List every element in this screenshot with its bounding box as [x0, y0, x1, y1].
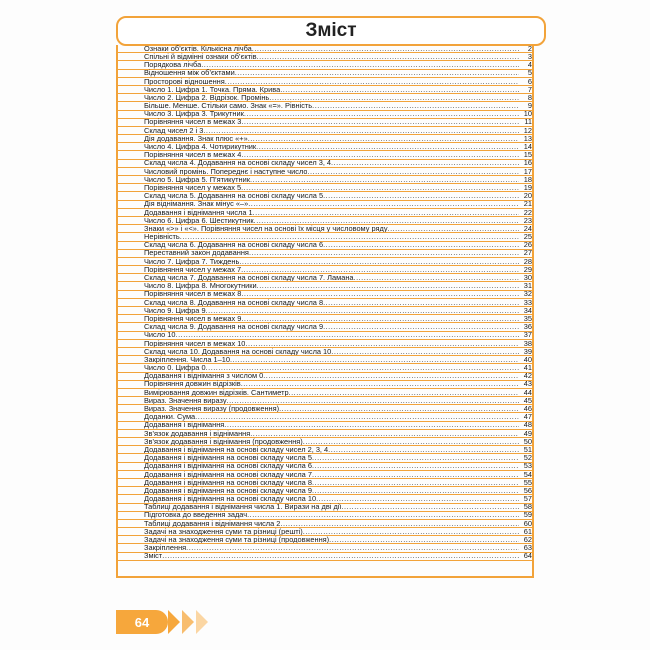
toc-entry-page: 37: [523, 330, 532, 340]
toc-entry-title: Додавання і віднімання на основі складу числа 5: [144, 454, 312, 462]
toc-entry[interactable]: [117, 127, 532, 135]
toc-leader-dots: [312, 462, 519, 469]
toc-entry-page: 23: [523, 215, 532, 225]
toc-entry-page: 6: [527, 76, 532, 86]
toc-leader-dots: [241, 118, 519, 125]
toc-leader-dots: [241, 151, 519, 158]
toc-leader-dots: [180, 233, 519, 240]
toc-entry[interactable]: [117, 479, 532, 487]
toc-entry-title: Додавання і віднімання числа 1: [144, 208, 253, 216]
toc-entry-title: Спільні й відмінні ознаки об’єктів: [144, 52, 257, 61]
toc-entry-title: Склад числа 7. Додавання на основі складу числа 7. Ламана: [144, 274, 354, 282]
toc-leader-dots: [303, 528, 519, 535]
toc-entry-page: 57: [523, 494, 532, 504]
toc-entry-page: 27: [523, 248, 532, 258]
toc-entry[interactable]: [117, 242, 532, 250]
toc-entry[interactable]: [117, 446, 532, 454]
toc-entry[interactable]: [117, 209, 532, 217]
toc-entry-title: Порядкова лічба: [144, 61, 202, 69]
toc-leader-dots: [248, 135, 519, 142]
toc-leader-dots: [354, 274, 519, 281]
toc-entry[interactable]: [117, 397, 532, 405]
chevron-right-icon: [168, 610, 182, 634]
toc-entry[interactable]: [117, 217, 532, 225]
toc-leader-dots: [195, 413, 519, 420]
toc-entry-title: Задачі на знаходження суми та різниці (решті): [144, 527, 303, 536]
toc-entry[interactable]: [117, 250, 532, 258]
toc-entry[interactable]: [117, 512, 532, 520]
toc-entry-title: Число 10: [144, 331, 176, 339]
toc-entry-title: Відношення між об’єктами: [144, 69, 235, 77]
toc-entry-title: Закріплення. Числа 1–10: [144, 355, 230, 364]
toc-leader-dots: [303, 438, 519, 445]
toc-leader-dots: [162, 552, 519, 559]
toc-entry-title: Число 4. Цифра 4. Чотирикутник: [144, 143, 257, 151]
toc-leader-dots: [250, 430, 519, 437]
toc-entry[interactable]: [117, 356, 532, 364]
toc-entry[interactable]: [117, 389, 532, 397]
toc-leader-dots: [227, 397, 519, 404]
toc-entry-title: Зв’язок додавання і віднімання (продовження): [144, 437, 303, 446]
toc-leader-dots: [206, 364, 519, 371]
toc-entry-page: 64: [523, 551, 532, 561]
toc-entry-title: Додавання і віднімання на основі складу числа 10: [144, 495, 317, 503]
toc-leader-dots: [241, 184, 519, 191]
toc-entry-page: 53: [523, 461, 532, 471]
toc-entry[interactable]: [117, 364, 532, 372]
toc-entry-page: 33: [523, 297, 532, 307]
toc-entry-page: 26: [523, 240, 532, 250]
toc-entry-page: 20: [523, 191, 532, 201]
toc-entry-page: 44: [523, 387, 532, 397]
toc-entry-title: Переставний закон додавання: [144, 249, 249, 257]
toc-leader-dots: [186, 544, 519, 551]
toc-leader-dots: [176, 331, 519, 338]
toc-entry[interactable]: [117, 274, 532, 282]
toc-entry[interactable]: [117, 201, 532, 209]
toc-entry-title: Додавання і віднімання на основі складу числа 8: [144, 478, 312, 487]
toc-entry-title: Число 7. Цифра 7. Тиждень: [144, 257, 240, 266]
toc-entry-title: Число 1. Цифра 1. Точка. Пряма. Крива: [144, 85, 281, 94]
toc-entry-page: 40: [523, 354, 532, 364]
toc-entry-title: Таблиці додавання і віднімання числа 1. Вирази на дві дії: [144, 503, 342, 511]
toc-leader-dots: [256, 143, 519, 150]
toc-entry-page: 13: [523, 133, 532, 143]
toc-entry[interactable]: [117, 119, 532, 127]
toc-entry-title: Підготовка до введення задач: [144, 511, 248, 519]
toc-entry-page: 48: [523, 420, 532, 430]
toc-leader-dots: [253, 209, 519, 216]
toc-entry-title: Зміст: [144, 552, 163, 560]
toc-entry-page: 22: [523, 207, 532, 217]
toc-leader-dots: [252, 45, 519, 52]
toc-entry-page: 59: [523, 510, 532, 520]
toc-entry[interactable]: [117, 495, 532, 503]
toc-entry-title: Порівняння чисел у межах 7: [144, 265, 242, 274]
toc-leader-dots: [328, 446, 519, 453]
toc-entry[interactable]: [117, 405, 532, 413]
toc-leader-dots: [241, 380, 519, 387]
toc-entry-title: Закріплення: [144, 544, 187, 552]
toc-entry[interactable]: [117, 315, 532, 323]
toc-entry[interactable]: [117, 184, 532, 192]
toc-entry-page: 34: [523, 305, 532, 315]
toc-leader-dots: [263, 372, 519, 379]
toc-entry-page: 47: [523, 412, 532, 422]
toc-entry-page: 29: [523, 264, 532, 274]
chevron-right-icon: [196, 610, 210, 634]
toc-entry-page: 51: [523, 444, 532, 454]
toc-entry[interactable]: [117, 53, 532, 61]
toc-leader-dots: [323, 241, 519, 248]
toc-entry-page: 62: [523, 535, 532, 545]
toc-leader-dots: [312, 479, 519, 486]
toc-entry[interactable]: [117, 504, 532, 512]
toc-entry-page: 43: [523, 379, 532, 389]
toc-entry-title: Додавання і віднімання на основі складу числа 9: [144, 486, 312, 495]
toc-entry-page: 54: [523, 469, 532, 479]
toc-entry-title: Більше. Менше. Стільки само. Знак «=». Рівність: [144, 102, 313, 110]
toc-entry[interactable]: [117, 553, 532, 561]
toc-entry-page: 52: [523, 453, 532, 463]
toc-leader-dots: [331, 348, 519, 355]
toc-entry-page: 50: [523, 436, 532, 446]
toc-leader-dots: [247, 511, 519, 518]
toc-entry[interactable]: [117, 102, 532, 110]
title-banner: [116, 16, 546, 46]
toc-leader-dots: [257, 53, 519, 60]
toc-entry-title: Склад числа 9. Додавання на основі складу числа 9: [144, 323, 324, 331]
toc-leader-dots: [289, 389, 519, 396]
toc-leader-dots: [312, 471, 519, 478]
toc-entry-title: Дія додавання. Знак плюс «+»: [144, 134, 248, 143]
toc-entry[interactable]: [117, 225, 532, 233]
toc-leader-dots: [323, 192, 519, 199]
toc-leader-dots: [235, 69, 519, 76]
toc-leader-dots: [254, 217, 519, 224]
toc-entry-title: Ознаки об’єктів. Кількісна лічба: [144, 44, 252, 53]
toc-entry-title: Склад числа 6. Додавання на основі складу числа 6: [144, 241, 324, 249]
toc-entry[interactable]: [117, 94, 532, 102]
toc-entry-title: Додавання і віднімання: [144, 421, 225, 429]
toc-entry[interactable]: [117, 323, 532, 331]
toc-entry-page: 31: [523, 281, 532, 291]
toc-entry-title: Склад числа 10. Додавання на основі складу числа 10: [144, 347, 332, 356]
toc-entry-page: 2: [527, 43, 532, 53]
page-number: 64: [134, 614, 150, 630]
toc-entry[interactable]: [117, 192, 532, 200]
toc-entry-page: 61: [523, 526, 532, 536]
toc-entry-page: 15: [523, 150, 532, 160]
toc-entry[interactable]: [117, 135, 532, 143]
toc-entry-page: 38: [523, 338, 532, 348]
toc-entry-page: 19: [523, 182, 532, 192]
toc-entry[interactable]: [117, 86, 532, 94]
toc-leader-dots: [245, 340, 519, 347]
toc-entry[interactable]: [117, 143, 532, 151]
toc-entry-title: Знаки «>» і «<». Порівняння чисел на основі їх місця у числовому ряду: [144, 224, 388, 233]
toc-entry-page: 42: [523, 371, 532, 381]
toc-entry-title: Додавання і віднімання на основі складу числа 6: [144, 462, 312, 470]
toc-entry-title: Вираз. Значення виразу: [144, 396, 227, 405]
toc-leader-dots: [241, 315, 519, 322]
toc-entry[interactable]: [117, 168, 532, 176]
toc-entry-page: 5: [527, 68, 532, 78]
toc-leader-dots: [312, 454, 519, 461]
toc-entry-page: 10: [523, 109, 532, 119]
toc-entry[interactable]: [117, 45, 532, 53]
toc-entry[interactable]: [117, 282, 532, 290]
toc-entry-title: Склад числа 4. Додавання на основі складу чисел 3, 4: [144, 159, 332, 167]
toc-leader-dots: [341, 503, 519, 510]
toc-leader-dots: [248, 200, 519, 207]
toc-leader-dots: [244, 110, 519, 117]
toc-entry[interactable]: [117, 528, 532, 536]
toc-entry-title: Додавання і віднімання на основі складу числа 7: [144, 470, 312, 478]
toc-entry[interactable]: [117, 70, 532, 78]
toc-entry-title: Число 5. Цифра 5. П’ятикутник: [144, 175, 251, 184]
toc-entry-title: Числовий промінь. Попереднє і наступне число: [144, 167, 308, 175]
toc-entry[interactable]: [117, 430, 532, 438]
toc-leader-dots: [201, 61, 519, 68]
toc-entry-title: Додавання і віднімання на основі складу чисел 2, 3, 4: [144, 445, 329, 454]
toc-entry-title: Число 2. Цифра 2. Відрізок. Промінь: [144, 93, 270, 102]
toc-entry[interactable]: [117, 151, 532, 159]
toc-entry[interactable]: [117, 61, 532, 69]
toc-leader-dots: [206, 307, 519, 314]
toc-entry[interactable]: [117, 233, 532, 241]
toc-entry[interactable]: [117, 413, 532, 421]
toc-leader-dots: [225, 78, 519, 85]
toc-entry-title: Таблиці додавання і віднімання числа 2: [144, 519, 281, 528]
toc-entry[interactable]: [117, 471, 532, 479]
toc-entry[interactable]: [117, 160, 532, 168]
toc-entry-page: 21: [523, 199, 532, 209]
toc-entry-page: 8: [527, 92, 532, 102]
toc-entry-title: Вираз. Значення виразу (продовження): [144, 405, 280, 413]
toc-entry-title: Задачі на знаходження суми та різниці (продовження): [144, 536, 330, 544]
toc-entry-page: 14: [523, 142, 532, 152]
toc-leader-dots: [203, 127, 519, 134]
toc-entry-title: Дія віднімання. Знак мінус «–»: [144, 200, 249, 208]
toc-leader-dots: [312, 102, 519, 109]
toc-leader-dots: [316, 495, 519, 502]
toc-entry-title: Зв’язок додавання і віднімання: [144, 429, 251, 437]
toc-entry-title: Число 0. Цифра 0: [144, 364, 206, 372]
toc-entry-title: Склад числа 8. Додавання на основі складу числа 8: [144, 298, 324, 306]
toc-leader-dots: [280, 86, 519, 93]
toc-entry[interactable]: [117, 373, 532, 381]
toc-leader-dots: [230, 356, 519, 363]
toc-entry-page: 28: [523, 256, 532, 266]
toc-leader-dots: [257, 282, 519, 289]
toc-entry-page: 60: [523, 518, 532, 528]
toc-entry-page: 56: [523, 485, 532, 495]
toc-entry-page: 16: [523, 158, 532, 168]
toc-entry[interactable]: [117, 438, 532, 446]
toc-entry-title: Нерівність: [144, 233, 180, 241]
toc-leader-dots: [239, 258, 519, 265]
toc-entry-page: 35: [523, 313, 532, 323]
toc-entry-title: Порівняння чисел у межах 5: [144, 183, 242, 192]
toc-entry-page: 36: [523, 322, 532, 332]
toc-list: [117, 45, 532, 561]
toc-entry-page: 3: [527, 51, 532, 61]
toc-entry-title: Число 8. Цифра 8. Многокутники: [144, 282, 257, 290]
toc-leader-dots: [241, 266, 519, 273]
toc-entry[interactable]: [117, 340, 532, 348]
toc-entry-page: 7: [527, 84, 532, 94]
toc-leader-dots: [307, 168, 519, 175]
toc-entry-title: Доданки. Сума: [144, 413, 196, 421]
toc-leader-dots: [388, 225, 519, 232]
toc-entry[interactable]: [117, 381, 532, 389]
toc-entry[interactable]: [117, 111, 532, 119]
toc-entry[interactable]: [117, 299, 532, 307]
toc-entry-title: Число 3. Цифра 3. Трикутник: [144, 110, 244, 118]
toc-leader-dots: [269, 94, 519, 101]
toc-entry-page: 32: [523, 289, 532, 299]
toc-entry-title: Порівняння чисел в межах 3: [144, 118, 242, 126]
toc-entry-page: 41: [523, 363, 532, 373]
toc-entry[interactable]: [117, 78, 532, 86]
toc-entry[interactable]: [117, 454, 532, 462]
toc-entry-title: Склад числа 5. Додавання на основі складу числа 5: [144, 192, 324, 200]
toc-entry-title: Просторові відношення: [144, 77, 225, 85]
toc-entry-page: 17: [523, 166, 532, 176]
toc-leader-dots: [329, 536, 519, 543]
toc-entry[interactable]: [117, 291, 532, 299]
toc-entry-title: Порівняння чисел в межах 8: [144, 290, 242, 298]
toc-leader-dots: [312, 487, 519, 494]
toc-entry-page: 12: [523, 125, 532, 135]
toc-entry[interactable]: [117, 332, 532, 340]
toc-entry[interactable]: [117, 307, 532, 315]
toc-leader-dots: [250, 176, 519, 183]
toc-leader-dots: [241, 290, 519, 297]
toc-leader-dots: [323, 323, 519, 330]
toc-entry[interactable]: [117, 544, 532, 552]
chevron-right-icon: [182, 610, 196, 634]
toc-entry[interactable]: [117, 487, 532, 495]
toc-entry-page: 55: [523, 477, 532, 487]
toc-leader-dots: [331, 159, 519, 166]
toc-leader-dots: [249, 249, 519, 256]
toc-leader-dots: [280, 520, 519, 527]
chevron-decoration: [168, 610, 210, 634]
toc-entry-title: Додавання і віднімання з числом 0: [144, 372, 264, 380]
toc-entry-title: Порівняння чисел в межах 4: [144, 151, 242, 159]
toc-entry-page: 11: [524, 117, 532, 127]
page-title: Зміст: [305, 20, 357, 41]
toc-entry-page: 58: [523, 502, 532, 512]
toc-entry-title: Число 6. Цифра 6. Шестикутник: [144, 216, 254, 225]
toc-entry[interactable]: [117, 520, 532, 528]
toc-entry-title: Вимірювання довжин відрізків. Сантиметр: [144, 388, 289, 397]
toc-leader-dots: [224, 421, 519, 428]
toc-entry-page: 49: [523, 428, 532, 438]
toc-entry[interactable]: [117, 348, 532, 356]
toc-entry-page: 39: [523, 346, 532, 356]
toc-leader-dots: [279, 405, 519, 412]
toc-entry[interactable]: [117, 422, 532, 430]
toc-entry-title: Склад чисел 2 і 3: [144, 126, 204, 135]
toc-entry-page: 45: [523, 395, 532, 405]
toc-entry-page: 9: [527, 101, 532, 111]
toc-entry-title: Порівняння чисел в межах 10: [144, 339, 246, 347]
toc-entry[interactable]: [117, 258, 532, 266]
toc-entry[interactable]: [117, 176, 532, 184]
toc-entry[interactable]: [117, 536, 532, 544]
toc-entry-title: Порівняння довжин відрізків: [144, 380, 241, 388]
toc-entry-page: 18: [523, 174, 532, 184]
toc-entry-page: 4: [527, 60, 532, 70]
toc-entry-page: 46: [523, 404, 532, 414]
toc-entry-title: Порівняння чисел в межах 9: [144, 314, 242, 323]
toc-entry-title: Число 9. Цифра 9: [144, 306, 206, 315]
toc-entry[interactable]: [117, 266, 532, 274]
toc-entry-page: 30: [523, 273, 532, 283]
page-number-tab: [116, 610, 168, 634]
toc-entry-page: 24: [523, 223, 532, 233]
toc-entry[interactable]: [117, 463, 532, 471]
toc-entry-page: 25: [523, 232, 532, 242]
toc-entry-page: 63: [523, 543, 532, 553]
toc-leader-dots: [323, 299, 519, 306]
